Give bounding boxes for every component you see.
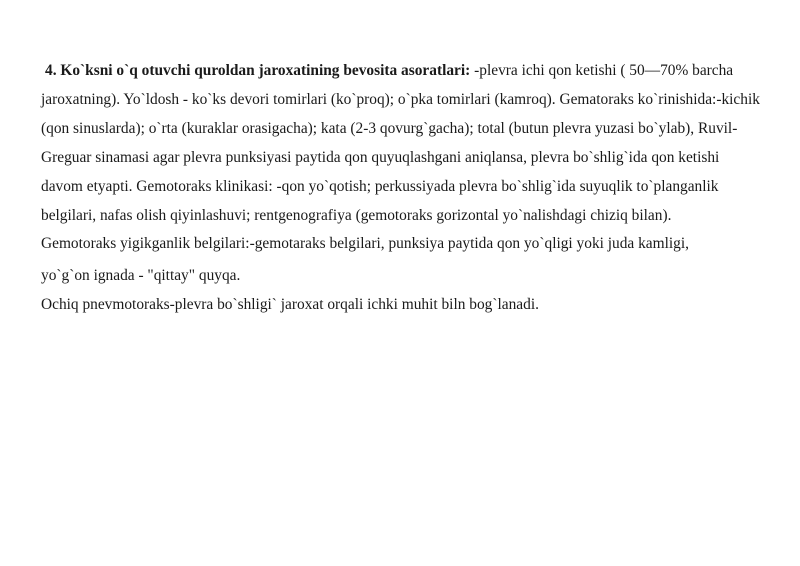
section-heading: 4. Ko`ksni o`q otuvchi quroldan jaroxatining bevosita asoratlari: [45, 62, 471, 79]
paragraph-text: -plevra ichi qon ketishi ( 50—70% barcha jaroxatning). Yo`ldosh - ko`ks devori tomirlari (ko`proq); o`pka tomirlari (kamroq). Gematoraks ko`rinishida:-kichik (qon sinuslarda); o`rta (kuraklar orasigacha); kata (2-3 qovurg`gacha); total (butun plevra yuzasi bo`ylab), Ruvil-Greguar sinamasi agar plevra punksiyasi paytida qon quyuqlashgani aniqlansa, plevra bo`shlig`ida qon ketishi davom etyapti. Gemotoraks klinikasi: -qon yo`qotish; perkussiyada plevra bo`shlig`ida suyuqlik to`planganlik belgilari, nafas olish qiyinlashuvi; rentgenografiya (gemotoraks gorizontal yo`nalishdagi chiziq bilan). [41, 62, 760, 224]
paragraph-needle: yo`g`on ignada - "qittay" quyqa. [41, 267, 241, 284]
paragraph-clotting-signs: Gemotoraks yigikganlik belgilari:-gemotaraks belgilari, punksiya paytida qon yo`qligi yoki juda kamligi, [41, 235, 689, 252]
paragraph-pneumothorax: Ochiq pnevmotoraks-plevra bo`shligi` jaroxat orqali ichki muhit biln bog`lanadi. [41, 296, 539, 313]
paragraph-complications [41, 56, 761, 230]
document-body [41, 56, 761, 319]
